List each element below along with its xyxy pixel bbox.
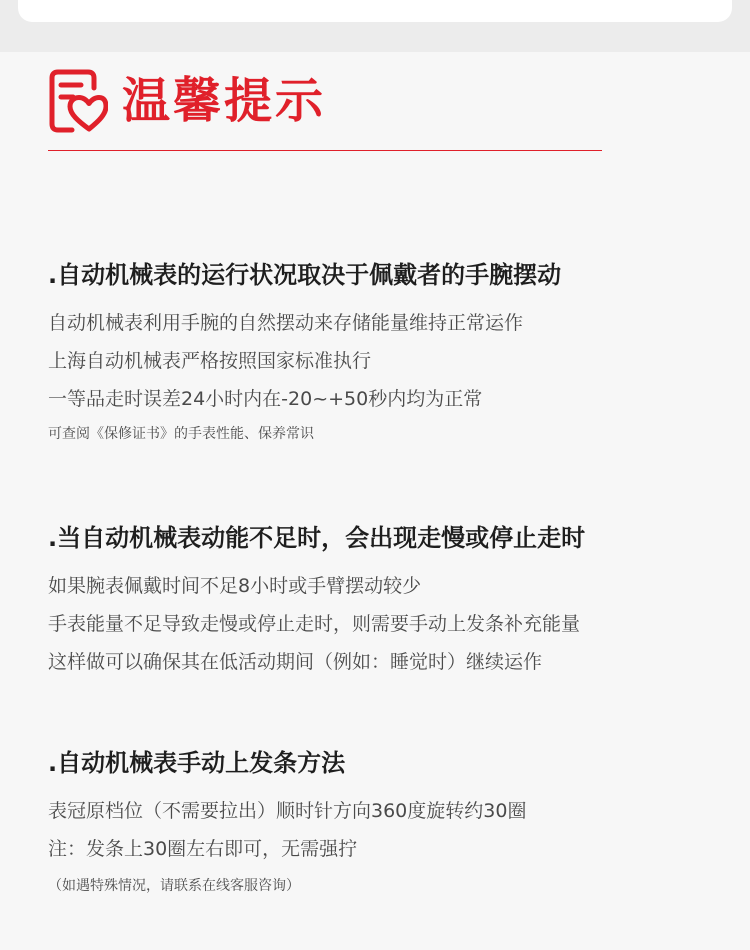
section-low-energy bbox=[48, 521, 728, 681]
header-divider bbox=[48, 150, 602, 151]
section-heading: .自动机械表手动上发条方法 bbox=[48, 749, 346, 777]
top-card bbox=[18, 0, 732, 22]
body-line: 手表能量不足导致走慢或停止走时，则需要手动上发条补充能量 bbox=[48, 613, 581, 635]
section-heading: .自动机械表的运行状况取决于佩戴者的手腕摆动 bbox=[48, 261, 562, 289]
body-line: 如果腕表佩戴时间不足8小时或手臂摆动较少 bbox=[48, 575, 422, 597]
body-line: 自动机械表利用手腕的自然摆动来存储能量维持正常运作 bbox=[48, 312, 524, 334]
section-running-condition bbox=[48, 258, 728, 446]
section-note: （如遇特殊情况，请联系在线客服咨询） bbox=[48, 878, 300, 894]
body-line: 表冠原档位（不需要拉出）顺时针方向360度旋转约30圈 bbox=[48, 800, 527, 822]
tips-header bbox=[48, 66, 326, 136]
section-manual-winding bbox=[48, 746, 728, 898]
body-line: 一等品走时误差24小时内在-20~+50秒内均为正常 bbox=[48, 388, 483, 410]
body-line: 上海自动机械表严格按照国家标准执行 bbox=[48, 350, 372, 372]
body-line: 这样做可以确保其在低活动期间（例如：睡觉时）继续运作 bbox=[48, 651, 543, 673]
section-note: 可查阅《保修证书》的手表性能、保养常识 bbox=[48, 426, 314, 442]
body-line: 注：发条上30圈左右即可，无需强拧 bbox=[48, 838, 358, 860]
section-heading: .当自动机械表动能不足时，会出现走慢或停止走时 bbox=[48, 524, 586, 552]
page-title: 温馨提示 bbox=[122, 73, 327, 129]
document-heart-icon bbox=[48, 68, 108, 134]
